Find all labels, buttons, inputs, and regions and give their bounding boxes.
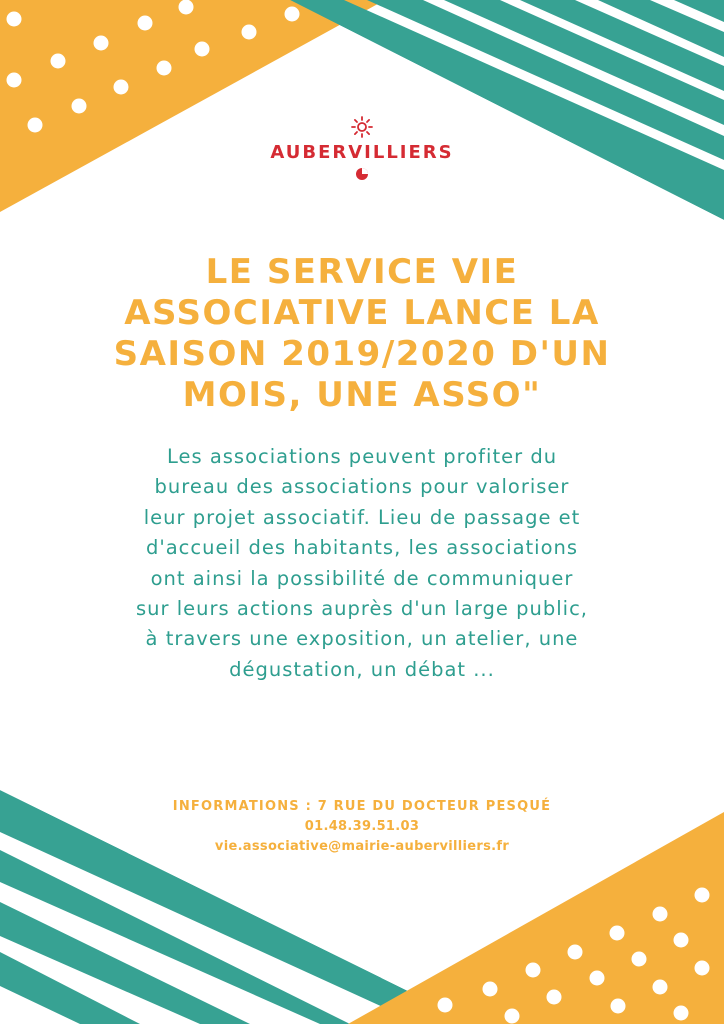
headline: LE SERVICE VIE ASSOCIATIVE LANCE LA SAISON 2019/2020 D'UN MOIS, UNE ASSO" [113,252,611,415]
top-right-stripes [290,0,724,220]
city-logo [0,116,724,181]
email-address: vie.associative@mairie-aubervilliers.fr [214,839,510,854]
moon-icon [355,167,369,181]
contact-info [112,797,612,857]
address-line: INFORMATIONS : 7 RUE DU DOCTEUR PESQUÉ [172,799,552,814]
city-name: AUBERVILLIERS [270,142,454,163]
body-paragraph: Les associations peuvent profiter du bureau des associations pour valoriser leur projet associatif. Lieu de passage et d'accueil des habitants, les associations ont ainsi la possibilité de communiquer sur leurs actions auprès d'un large public, à travers une exposition, un atelier, une dégustation, un débat ... [135,445,589,681]
sun-icon [351,116,373,138]
phone-number: 01.48.39.51.03 [304,819,420,834]
